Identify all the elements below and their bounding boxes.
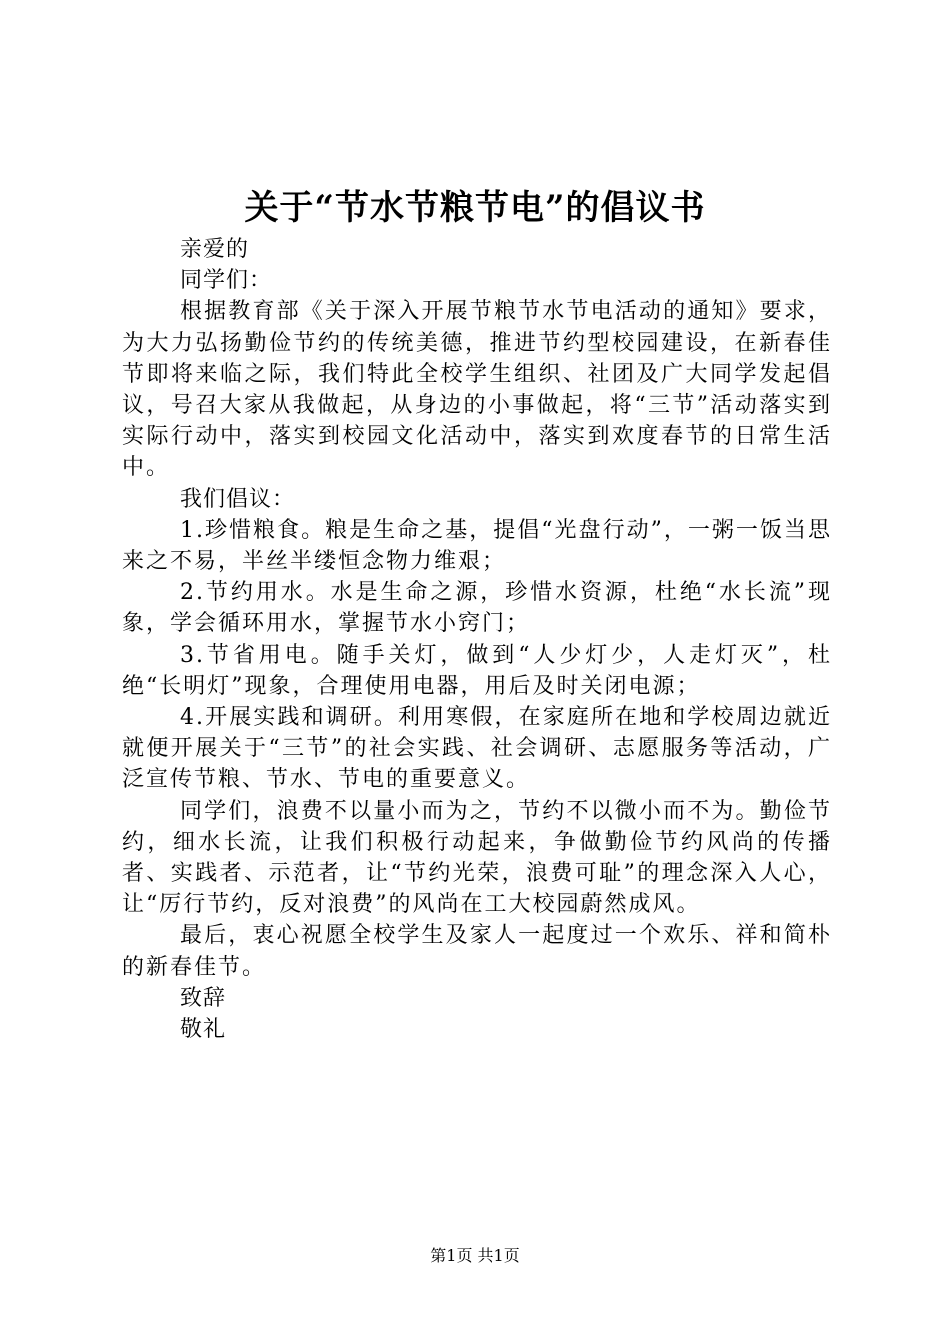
proposal-item-1: 1.珍惜粮食。粮是生命之基，提倡“光盘行动”，一粥一饭当思来之不易，半丝半缕恒念物力维艰； <box>122 517 832 575</box>
closing-line-2: 敬礼 <box>180 1017 227 1043</box>
intro-paragraph: 根据教育部《关于深入开展节粮节水节电活动的通知》要求，为大力弘扬勤俭节约的传统美德，推进节约型校园建设，在新春佳节即将来临之际，我们特此全校学生组织、社团及广大同学发起倡议，号召大家从我做起，从身边的小事做起，将“三节”活动落实到实际行动中，落实到校园文化活动中，落实到欢度春节的日常生活中。 <box>122 299 832 481</box>
proposal-item-4: 4.开展实践和调研。利用寒假，在家庭所在地和学校周边就近就便开展关于“三节”的社会实践、社会调研、志愿服务等活动，广泛宣传节粮、节水、节电的重要意义。 <box>122 705 832 793</box>
proposal-item-2: 2.节约用水。水是生命之源，珍惜水资源，杜绝“水长流”现象，学会循环用水，掌握节水小窍门； <box>122 580 832 637</box>
greeting-line-1: 亲爱的 <box>180 237 250 262</box>
greeting-line-2: 同学们： <box>180 268 273 294</box>
document-title: 关于“节水节粮节电”的倡议书 <box>244 188 706 228</box>
document-body <box>122 234 832 1045</box>
proposal-heading: 我们倡议： <box>180 486 296 512</box>
closing-wish-paragraph: 最后，衷心祝愿全校学生及家人一起度过一个欢乐、祥和简朴的新春佳节。 <box>122 923 832 980</box>
page-number-footer: 第1页 共1页 <box>430 1246 520 1265</box>
proposal-item-3: 3.节省用电。随手关灯，做到“人少灯少，人走灯灭”，杜绝“长明灯”现象，合理使用电器，用后及时关闭电源； <box>122 642 832 699</box>
closing-line-1: 致辞 <box>180 985 227 1011</box>
appeal-paragraph: 同学们，浪费不以量小而为之，节约不以微小而不为。勤俭节约，细水长流，让我们积极行动起来，争做勤俭节约风尚的传播者、实践者、示范者，让“节约光荣，浪费可耻”的理念深入人心，让“厉行节约，反对浪费”的风尚在工大校园蔚然成风。 <box>122 798 832 918</box>
